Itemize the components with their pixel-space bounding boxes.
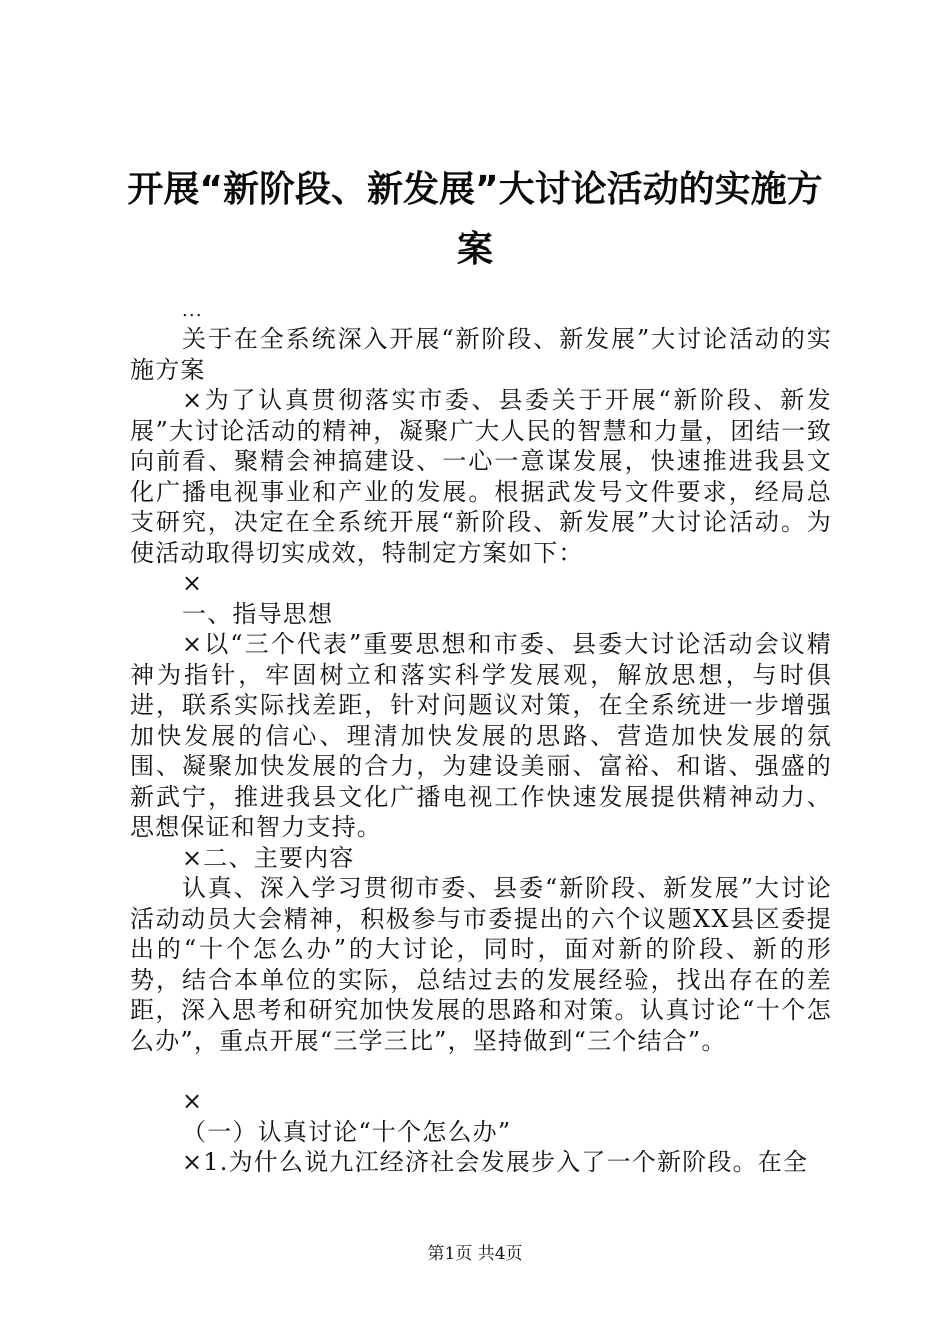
- section-heading-main-content: ×二、主要内容: [182, 843, 355, 872]
- section-heading-guiding-thought: 一、指导思想: [182, 599, 334, 628]
- document-body: [130, 298, 832, 1178]
- paragraph-item-1: ×1.为什么说九江经济社会发展步入了一个新阶段。在全: [182, 1148, 809, 1176]
- paragraph-heading-title: 关于在全系统深入开展“新阶段、新发展”大讨论活动的实施方案: [130, 325, 832, 384]
- ellipsis-line: ...: [182, 300, 203, 321]
- paragraph-marker: ×: [182, 569, 204, 597]
- subsection-heading-ten-questions: （一）认真讨论“十个怎么办”: [182, 1117, 512, 1146]
- paragraph-main-content: 认真、深入学习贯彻市委、县委“新阶段、新发展”大讨论活动动员大会精神，积极参与市委提出的六个议题XX县区委提出的“十个怎么办”的大讨论，同时，面对新的阶段、新的形势，结合本单位的实际，总结过去的发展经验，找出存在的差距，深入思考和研究加快发展的思路和对策。认真讨论“十个怎么办”，重点开展“三学三比”，坚持做到“三个结合”。: [130, 874, 832, 1055]
- paragraph-intro: ×为了认真贯彻落实市委、县委关于开展“新阶段、新发展”大讨论活动的精神，凝聚广大人民的智慧和力量，团结一致向前看、聚精会神搞建设、一心一意谋发展，快速推进我县文化广播电视事业和产业的发展。根据武发号文件要求，经局总支研究，决定在全系统开展“新阶段、新发展”大讨论活动。为使活动取得切实成效，特制定方案如下：: [130, 386, 832, 567]
- document-title: 开展“新阶段、新发展”大讨论活动的实施方案: [127, 169, 823, 270]
- paragraph-guiding-thought: ×以“三个代表”重要思想和市委、县委大讨论活动会议精神为指针，牢固树立和落实科学发展观，解放思想，与时俱进，联系实际找差距，针对问题议对策，在全系统进一步增强加快发展的信心、理清加快发展的思路、营造加快发展的氛围、凝聚加快发展的合力，为建设美丽、富裕、和谐、强盛的新武宁，推进我县文化广播电视工作快速发展提供精神动力、思想保证和智力支持。: [130, 630, 832, 841]
- paragraph-marker-2: ×: [182, 1087, 204, 1115]
- page-footer: 第1页 共4页: [427, 1244, 523, 1264]
